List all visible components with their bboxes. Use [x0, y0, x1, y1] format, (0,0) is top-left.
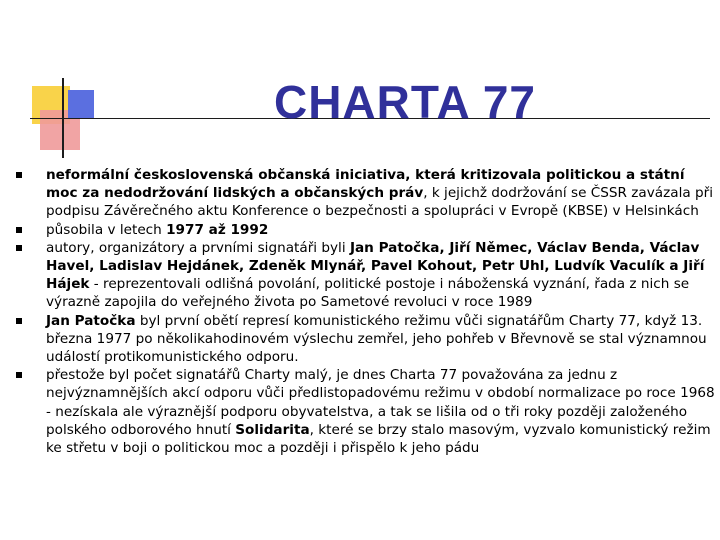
bullet-square-icon — [16, 318, 22, 324]
bullet-square-icon — [16, 227, 22, 233]
bullet-square-icon — [16, 372, 22, 378]
bullet-text: byl první obětí represí komunistického režimu vůči signatářům Charty 77, když 13. března 1977 po několikahodinovém výslechu zemřel, jeho pohřeb v Břevnově se stal významnou událostí protikomunistického odporu. — [46, 312, 707, 366]
bullet-text-bold: neformální československá občanská iniciativa, která kritizovala politickou a státní moc za nedodržování lidských a občanských práv — [46, 167, 685, 202]
bullet-text-bold: Solidarita — [235, 421, 310, 438]
slide-title: CHARTA 77 — [273, 76, 537, 128]
bullet-item-1 — [16, 166, 716, 221]
bullet-text-bold: Jan Patočka, Jiří Němec, Václav Benda, Václav Havel, Ladislav Hejdánek, Zdeněk Mlynář, Pavel Kohout, Petr Uhl, Ludvík Vaculík a Jiří Hájek — [46, 239, 705, 293]
bullet-item-5 — [16, 366, 716, 457]
bullet-square-icon — [16, 245, 22, 251]
bullet-text: působila v letech — [46, 221, 167, 238]
bullet-text: - reprezentovali odlišná povolání, politické postoje i náboženská vyznání, řada z nich se výrazně zapojila do veřejného života po Sametové revoluci v roce 1989 — [46, 276, 690, 311]
bullet-text-bold: 1977 až 1992 — [166, 221, 269, 238]
bullet-text: , které se brzy stalo masovým, vyzvalo komunistický režim ke střetu v boji o politickou moc a později i přispělo k jeho pádu — [46, 421, 711, 457]
bullet-text-bold: Jan Patočka — [46, 312, 136, 329]
bullet-item-4 — [16, 312, 716, 367]
bullet-text: přestože byl počet signatářů Charty malý, je dnes Charta 77 považována za jednu z nejvýznamnějších akcí odporu vůči předlistopadovému režimu v období normalizace po roce 1968 - nezískala ale výraznější podporu obyvatelstva, a tak se lišila od o tři roky později založeného polského odborového hnutí — [46, 367, 715, 438]
bullet-list — [16, 166, 716, 457]
bullet-item-2 — [16, 221, 716, 239]
bullet-text: autory, organizátory a prvními signatáři byli — [46, 239, 350, 256]
bullet-square-icon — [16, 172, 22, 178]
bullet-text: , k jejichž dodržování se ČSSR zavázala při podpisu Závěrečného aktu Konference o bezpečnosti a spolupráci v Evropě (KBSE) v Helsinkách — [46, 185, 713, 220]
bullet-item-3 — [16, 239, 716, 312]
